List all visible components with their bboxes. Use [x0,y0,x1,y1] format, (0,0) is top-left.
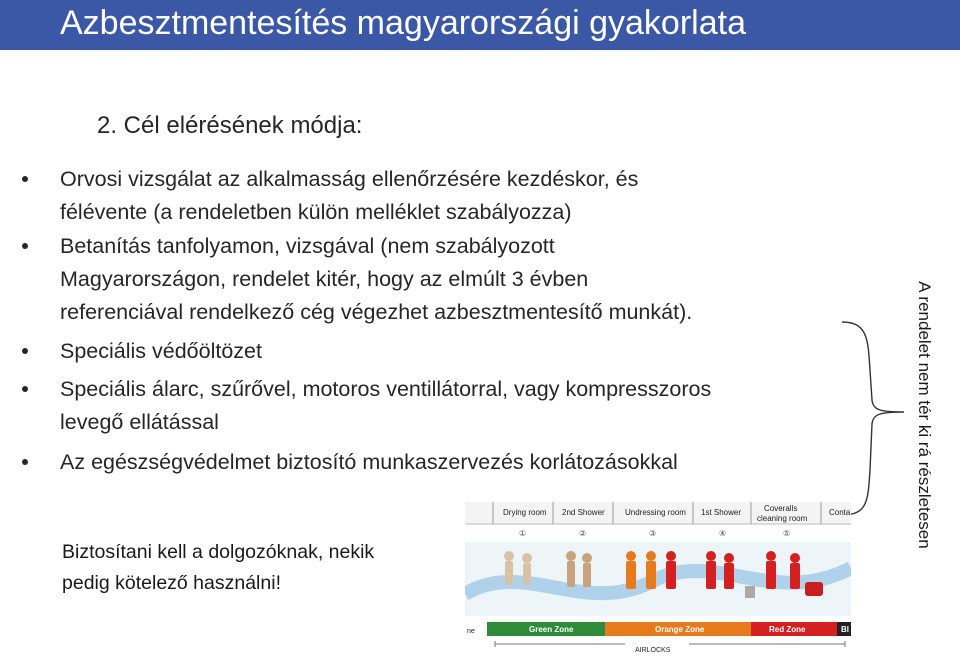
zone-label-black: Bl [841,625,849,634]
room-label-undressing: Undressing room [625,508,686,517]
zone-label-red: Red Zone [769,625,806,634]
zone-bar [465,622,851,636]
step-number: ③ [649,529,657,538]
title-bar [0,0,960,50]
room-label-coveralls: Coveralls cleaning room [757,504,808,523]
side-note [904,278,944,552]
step-number: ② [579,529,587,538]
bullet-dot [22,386,28,392]
bullet-text: Speciális védőöltözet [60,339,262,363]
bullet-dot [22,348,28,354]
step-number: ⑤ [783,529,791,538]
slide-title: Azbesztmentesítés magyarországi gyakorlata [60,4,746,42]
room-label-drying: Drying room [503,508,547,517]
side-note-text: A rendelet nem tér ki rá részletesen [915,281,934,549]
airlocks-label: AIRLOCKS [635,647,671,654]
step-number: ④ [719,529,727,538]
room-label-contaminated: Conta [829,508,851,517]
zone-edge-text: ne [467,628,475,635]
curly-brace-icon [840,320,910,520]
usage-note: Biztosítani kell a dolgozóknak, nekik pedig kötelező használni! [62,541,375,594]
step-number: ① [519,529,527,538]
room-label-1st-shower: 1st Shower [701,508,742,517]
bullet-dot [22,243,28,249]
airlocks-bar [495,641,845,655]
decontamination-illustration [465,498,851,658]
zone-label-orange: Orange Zone [655,625,705,634]
bullet-text: Betanítás tanfolyamon, vizsgával (nem szabályozott Magyarországon, rendelet kitér, hogy az elmúlt 3 évben referenciával rendelkező cég végezhet azbesztmentesítő munkát). [60,234,693,324]
bullet-dot [22,176,28,182]
bullet-dot [22,459,28,465]
room-label-2nd-shower: 2nd Shower [562,508,605,517]
bullet-text: Orvosi vizsgálat az alkalmasság ellenőrzésére kezdéskor, és félévente (a rendeletben külön melléklet szabályozza) [60,167,639,224]
zone-label-green: Green Zone [529,625,574,634]
bullet-text: Speciális álarc, szűrővel, motoros ventillátorral, vagy kompresszoros levegő ellátással [60,377,712,434]
bullet-text: Az egészségvédelmet biztosító munkaszervezés korlátozásokkal [60,450,678,474]
decontamination-unit-diagram [465,498,851,658]
slide-subtitle: 2. Cél elérésének módja: [97,112,363,139]
